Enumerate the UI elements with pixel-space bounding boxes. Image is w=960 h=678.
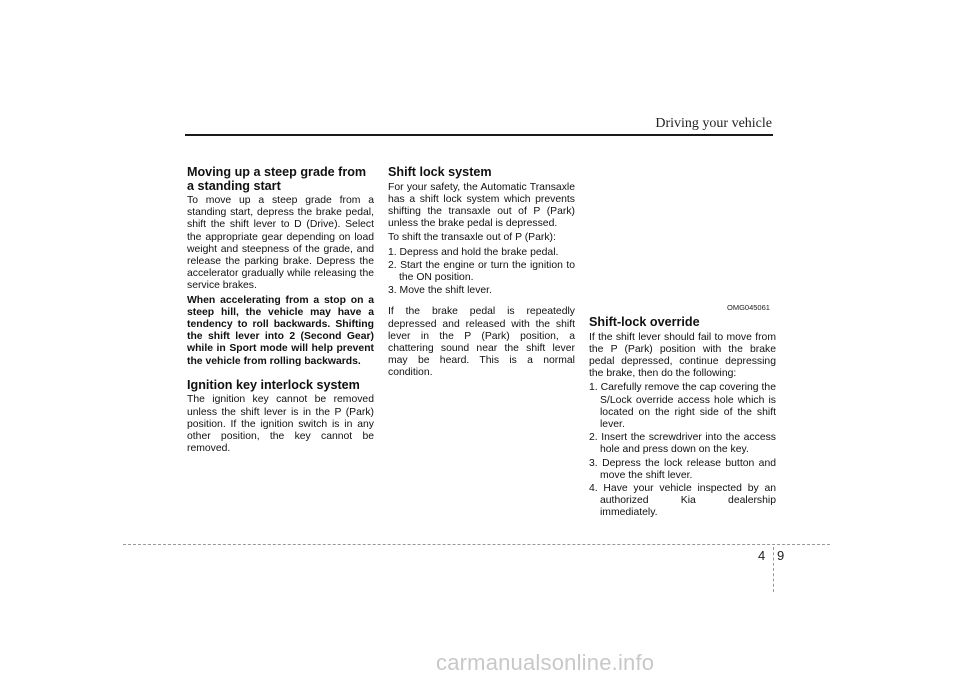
list-item: 1. Depress and hold the brake pedal.: [388, 246, 559, 258]
paragraph-override-intro: If the shift lever should fail to move from the P (Park) position with the brake pedal depressed, continue depressing the brake, then do the following:: [589, 331, 776, 380]
list-item: 2. Insert the screwdriver into the access hole and press down on the key.: [589, 432, 776, 456]
list-item: 3. Move the shift lever.: [388, 285, 492, 297]
warning-roll-backwards: When accelerating from a stop on a steep hill, the vehicle may have a tendency to roll backwards. Shifting the shift lever into 2 (Second Gear) while in Sport mode will help prevent the vehicle from rolling backwards.: [187, 294, 374, 367]
heading-steep-grade: Moving up a steep grade from a standing start: [187, 165, 367, 193]
paragraph-ignition-interlock: The ignition key cannot be removed unless the shift lever is in the P (Park) position. If the ignition switch is in any other position, the key cannot be removed.: [187, 394, 374, 455]
footer-rule: [123, 544, 830, 545]
header-rule: [185, 134, 773, 136]
override-steps: [589, 382, 776, 519]
list-item: 3. Depress the lock release button and move the shift lever.: [589, 457, 776, 481]
paragraph-steep-grade: To move up a steep grade from a standing start, depress the brake pedal, shift the shift lever to D (Drive). Select the appropriate gear depending on load weight and steepness of the grade, and release the parking brake. Depress the accelerator gradually while releasing the service brakes.: [187, 195, 374, 292]
list-item: 1. Carefully remove the cap covering the S/Lock override access hole which is located on the right side of the shift lever.: [589, 382, 776, 430]
chapter-number: 4: [758, 548, 766, 563]
list-item: 2. Start the engine or turn the ignition to the ON position.: [388, 259, 575, 283]
column-middle: [388, 166, 575, 382]
image-code: OMG045061: [727, 303, 770, 312]
column-right: [589, 316, 776, 521]
watermark: carmanualsonline.info: [436, 650, 655, 675]
heading-shift-lock: Shift lock system: [388, 165, 492, 179]
paragraph-shift-out-of-park: To shift the transaxle out of P (Park):: [388, 232, 556, 244]
shift-lock-steps: [388, 247, 575, 298]
paragraph-shift-lock-intro: For your safety, the Automatic Transaxle has a shift lock system which prevents shifting the transaxle out of P (Park) unless the brake pedal is depressed.: [388, 181, 575, 230]
list-item: 4. Have your vehicle inspected by an authorized Kia dealership immediately.: [589, 482, 776, 519]
section-title: Driving your vehicle: [655, 116, 772, 131]
paragraph-chattering-sound: If the brake pedal is repeatedly depressed and released with the shift lever in the P (Park) position, a chattering sound near the shift lever may be heard. This is a normal condition.: [388, 306, 575, 379]
page-number: 9: [777, 548, 785, 563]
heading-shift-lock-override: Shift-lock override: [589, 315, 700, 329]
column-left: [187, 166, 374, 457]
page-number-divider: [773, 547, 774, 592]
heading-ignition-interlock: Ignition key interlock system: [187, 377, 360, 392]
